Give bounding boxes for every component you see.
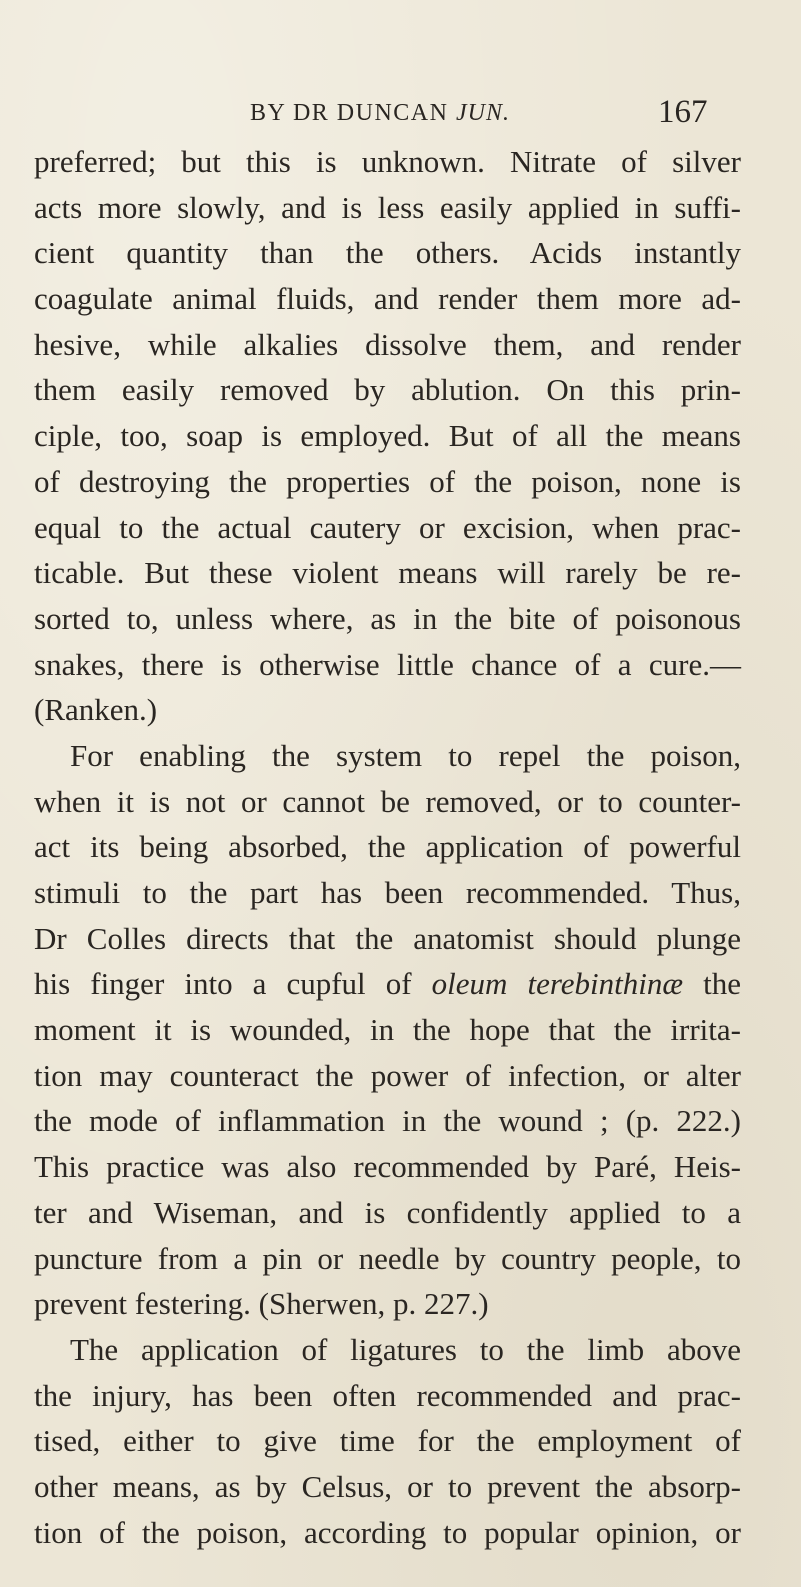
text-segment: the <box>683 966 742 1002</box>
page-number: 167 <box>658 94 708 130</box>
paragraph-start: The application of ligatures to the limb above <box>70 1331 741 1367</box>
text-line: cient quantity than the others. Acids instantly <box>34 235 741 271</box>
text-line: ter and Wiseman, and is confidently applied to a <box>34 1194 741 1230</box>
text-line: tised, either to give time for the employment of <box>34 1423 741 1459</box>
text-line: sorted to, unless where, as in the bite of poisonous <box>34 600 741 636</box>
text-line: the mode of inflammation in the wound ; (p. 222.) <box>34 1103 741 1139</box>
text-line: coagulate animal fluids, and render them more ad- <box>34 281 741 317</box>
italic-term: oleum terebinthinæ <box>431 966 684 1002</box>
text-line: snakes, there is otherwise little chance of a cure.— <box>34 646 741 682</box>
text-line: hesive, while alkalies dissolve them, and render <box>34 326 741 362</box>
text-line: prevent festering. (Sherwen, p. 227.) <box>34 1286 489 1322</box>
text-line: moment it is wounded, in the hope that the irrita- <box>34 1012 741 1048</box>
text-line: (Ranken.) <box>34 692 158 728</box>
text-line: This practice was also recommended by Paré, Heis- <box>34 1149 741 1185</box>
paragraph-start: For enabling the system to repel the poison, <box>70 737 741 773</box>
text-line: other means, as by Celsus, or to prevent the absorp- <box>34 1468 741 1504</box>
running-head-title-text: BY DR DUNCAN <box>250 100 456 126</box>
text-line: ticable. But these violent means will rarely be re- <box>34 555 741 591</box>
text-line: puncture from a pin or needle by country people, to <box>34 1240 741 1276</box>
text-line: equal to the actual cautery or excision, when prac- <box>34 509 741 545</box>
text-line: tion of the poison, according to popular opinion, or <box>34 1514 741 1550</box>
text-line: them easily removed by ablution. On this prin- <box>34 372 741 408</box>
body-text <box>34 139 741 1555</box>
text-line: of destroying the properties of the poison, none is <box>34 463 741 499</box>
text-line: acts more slowly, and is less easily applied in suffi- <box>34 189 741 225</box>
running-head-title <box>250 100 510 127</box>
text-line: ciple, too, soap is employed. But of all the means <box>34 418 741 454</box>
text-line: tion may counteract the power of infection, or alter <box>34 1057 741 1093</box>
text-line: stimuli to the part has been recommended. Thus, <box>34 875 741 910</box>
text-line: when it is not or cannot be removed, or to counter- <box>34 783 741 819</box>
running-head <box>0 94 801 134</box>
running-head-title-italic: JUN. <box>455 100 510 126</box>
text-line: act its being absorbed, the application of powerful <box>34 829 741 865</box>
text-line: the injury, has been often recommended and prac- <box>34 1377 741 1413</box>
text-line: Dr Colles directs that the anatomist should plunge <box>34 920 741 956</box>
text-line: preferred; but this is unknown. Nitrate of silver <box>34 144 741 179</box>
text-line-with-italic <box>34 961 741 1007</box>
text-segment: his finger into a cupful of <box>34 966 432 1002</box>
